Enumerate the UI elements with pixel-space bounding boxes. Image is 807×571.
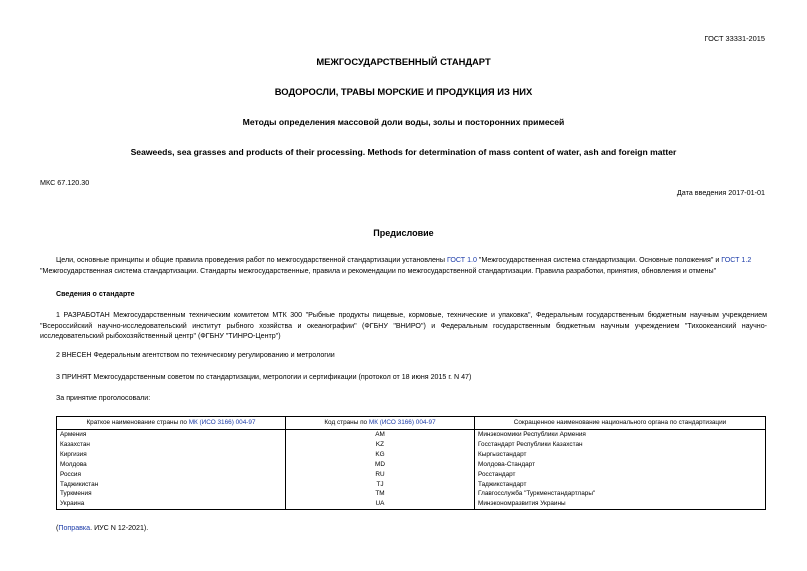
- column-header-body: Сокращенное наименование национального органа по стандартизации: [475, 417, 766, 430]
- preface-intro-paragraph: [40, 255, 767, 276]
- table-row: [57, 430, 766, 440]
- country-name-cell: Украина: [57, 499, 286, 509]
- standards-body-cell: Молдова-Стандарт: [475, 460, 766, 470]
- voted-text: За принятие проголосовали:: [56, 394, 151, 402]
- country-name-cell: Киргизия: [57, 450, 286, 460]
- document-subject-title: ВОДОРОСЛИ, ТРАВЫ МОРСКИЕ И ПРОДУКЦИЯ ИЗ НИХ: [274, 86, 533, 97]
- voted-paragraph: [40, 393, 767, 404]
- standards-body-cell: Минэкономразвития Украины: [475, 499, 766, 509]
- country-name-cell: Туркмения: [57, 489, 286, 499]
- intro-text-2: "Межгосударственная система стандартизации. Основные положения" и: [476, 256, 722, 264]
- adopted-text: 3 ПРИНЯТ Межгосударственным советом по стандартизации, метрологии и сертификации (протокол от 18 июня 2015 г. N 47): [56, 373, 472, 381]
- country-name-cell: Россия: [57, 470, 286, 480]
- country-code-cell: TM: [286, 489, 475, 499]
- developer-text: 1 РАЗРАБОТАН Межгосударственным техническим комитетом МТК 300 "Рыбные продукты пищевые, кормовые, технические и упаковка", Федеральным государственным бюджетным научным учреждением "Всероссийский научно-исследовательский институт рыбного хозяйства и океанографии" (ФГБНУ "ВНИРО") и Федеральным государственным бюджетным научным учреждением "Тихоокеанский научно-исследовательский рыбохозяйственный центр" (ФГБНУ "ТИНРО-Центр"): [40, 311, 767, 340]
- document-methods-title: Методы определения массовой доли воды, золы и посторонних примесей: [242, 117, 565, 127]
- standards-body-cell: Таджикстандарт: [475, 480, 766, 490]
- gost-1-0-link[interactable]: ГОСТ 1.0: [446, 256, 477, 264]
- amendment-open-paren: (: [56, 524, 59, 532]
- standard-info-heading-text: Сведения о стандарте: [56, 290, 135, 298]
- table-row: [57, 440, 766, 450]
- country-code-cell: KG: [286, 450, 475, 460]
- standards-body-cell: Главгосслужба "Туркменстандартлары": [475, 489, 766, 499]
- standards-body-cell: Кыргызстандарт: [475, 450, 766, 460]
- submitted-text: 2 ВНЕСЕН Федеральным агентством по техническому регулированию и метрологии: [56, 351, 335, 359]
- country-name-cell: Армения: [57, 430, 286, 440]
- table-row: [57, 499, 766, 509]
- introduction-date: Дата введения 2017-01-01: [676, 188, 765, 197]
- column-header-country: [57, 417, 286, 430]
- table-header-row: [57, 417, 766, 430]
- mks-code: МКС 67.120.30: [40, 178, 90, 187]
- country-code-cell: KZ: [286, 440, 475, 450]
- standards-body-cell: Минэкономики Республики Армения: [475, 430, 766, 440]
- country-code-cell: UA: [286, 499, 475, 509]
- amendment-note: [56, 524, 148, 532]
- preface-heading: Предисловие: [373, 228, 434, 238]
- adopted-paragraph: [40, 372, 767, 383]
- voting-states-table: [56, 416, 766, 510]
- column-header-code-text: Код страны по: [324, 419, 369, 427]
- table-row: [57, 450, 766, 460]
- table-row: [57, 470, 766, 480]
- country-name-cell: Молдова: [57, 460, 286, 470]
- amendment-text: . ИУС N 12-2021).: [90, 524, 149, 532]
- document-english-title: Seaweeds, sea grasses and products of their processing. Methods for determination of mass content of water, ash and foreign matter: [130, 147, 677, 157]
- column-header-country-text: Краткое наименование страны по: [86, 419, 189, 427]
- submitted-paragraph: [40, 350, 767, 361]
- mk-iso-3166-link[interactable]: МК (ИСО 3166) 004-97: [368, 419, 436, 427]
- table-row: [57, 480, 766, 490]
- country-code-cell: RU: [286, 470, 475, 480]
- developer-paragraph: [40, 310, 767, 342]
- table-row: [57, 460, 766, 470]
- mk-iso-3166-link[interactable]: МК (ИСО 3166) 004-97: [188, 419, 256, 427]
- standard-code: ГОСТ 33331-2015: [704, 34, 765, 43]
- amendment-link[interactable]: Поправка: [58, 524, 91, 532]
- table-row: [57, 489, 766, 499]
- standard-info-heading: [40, 289, 135, 300]
- column-header-code: [286, 417, 475, 430]
- country-code-cell: AM: [286, 430, 475, 440]
- intro-text-1: Цели, основные принципы и общие правила проведения работ по межгосударственной стандартизации установлены: [56, 256, 447, 264]
- intro-text-3: "Межгосударственная система стандартизации. Стандарты межгосударственные, правила и рекомендации по межгосударственной стандартизации. Правила разработки, принятия, обновления и отмены": [40, 266, 717, 275]
- gost-1-2-link[interactable]: ГОСТ 1.2: [721, 256, 752, 264]
- standards-body-cell: Росстандарт: [475, 470, 766, 480]
- standards-body-cell: Госстандарт Республики Казахстан: [475, 440, 766, 450]
- country-code-cell: TJ: [286, 480, 475, 490]
- document-type-title: МЕЖГОСУДАРСТВЕННЫЙ СТАНДАРТ: [316, 56, 491, 67]
- country-name-cell: Казахстан: [57, 440, 286, 450]
- country-name-cell: Таджикистан: [57, 480, 286, 490]
- country-code-cell: MD: [286, 460, 475, 470]
